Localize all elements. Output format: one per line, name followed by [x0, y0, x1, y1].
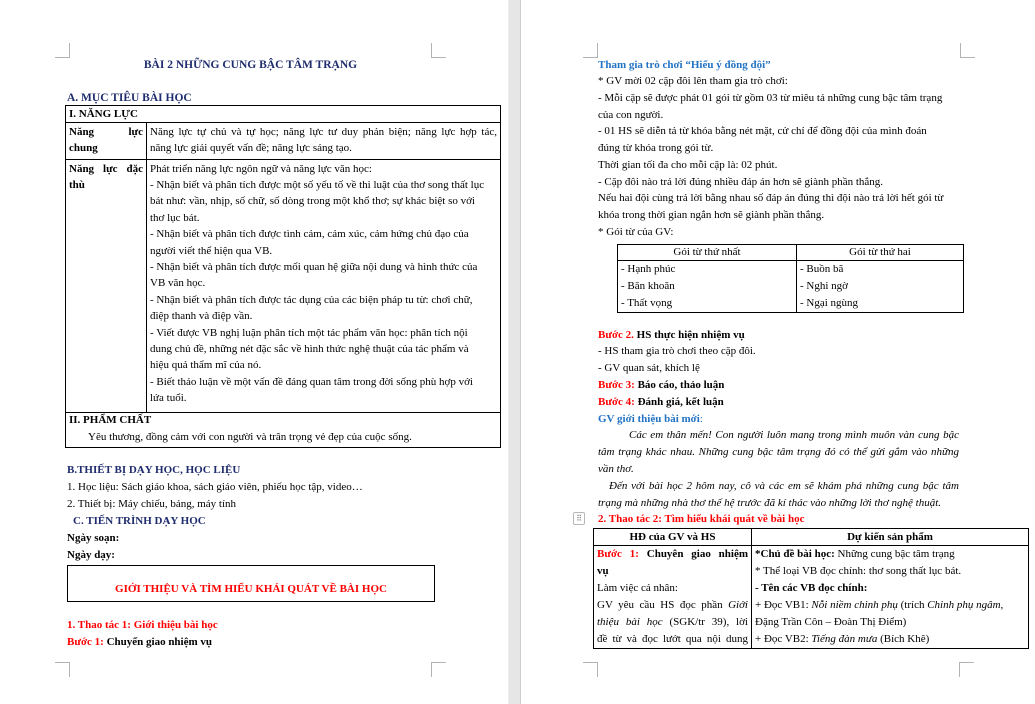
table-row: [594, 546, 1029, 649]
margin-corner-mark: [431, 662, 446, 677]
teach-date-label: Ngày dạy:: [67, 548, 115, 561]
margin-corner-mark: [959, 662, 974, 677]
steps-block: Bước 2. HS thực hiện nhiệm vụ - HS tham gia trò chơi theo cặp đôi. - GV quan sát, khích lệ Bước 3: Báo cáo, thảo luận Bước 4: Đánh giá, kết luận GV giới thiệu bài mới: Các em thân mến! Con người luôn mang trong mình muôn vàn cung bậc tâm trạng khác nhau. Những cung bậc tâm trạng đó có thể gửi gắm vào những vần thơ. Đến với bài học 2 hôm nay, cô và các em sẽ khám phá những cung bậc tâm trạng mà những nhà thơ thế hệ trước đã kí thác vào những lời thơ nghệ thuật. 2. Thao tác 2: Tìm hiểu khái quát về bài học: [598, 327, 959, 529]
table-row: [66, 160, 501, 413]
section-b-c: [67, 462, 437, 564]
intro-paragraph-2-line: trạng mà những nhà thơ thế hệ trước đã kí thác vào những lời thơ nghệ thuật.: [598, 496, 942, 509]
product-cell: *Chủ đề bài học: Những cung bậc tâm trạng * Thể loại VB đọc chính: thơ song thất lục bát. - Tên các VB đọc chính: + Đọc VB1: Nỗi niềm chinh phụ (trích Chinh phụ ngâm, Đặng Trần Côn – Đoàn Thị Điểm) + Đọc VB2: Tiếng đàn mưa (Bích Khê): [752, 546, 1029, 649]
step-label: Bước 1:: [67, 635, 104, 648]
column-header: Gói từ thứ nhất: [618, 245, 797, 261]
section-a-heading: A. MỤC TIÊU BÀI HỌC: [67, 91, 192, 104]
list-item: - Buồn bã: [800, 263, 844, 275]
general-competency-text: Năng lực tự chủ và tự học; năng lực tư duy phản biện; năng lực hợp tác, năng lực giải quyết vấn đề; năng lực sáng tạo.: [147, 123, 501, 160]
second-pack-cell: [797, 261, 964, 313]
table-header-row: [594, 529, 1029, 546]
list-item: - Thất vọng: [621, 297, 673, 309]
column-header: Dự kiến sản phẩm: [752, 529, 1029, 546]
task1-heading: 1. Thao tác 1: Giới thiệu bài học: [67, 618, 218, 631]
objectives-table: [65, 105, 501, 448]
margin-corner-mark: [431, 43, 446, 58]
specific-competency-text: Phát triển năng lực ngôn ngữ và năng lực văn học: - Nhận biết và phân tích được một số yếu tố về thi luật của thơ song thất lục bát như: vần, nhịp, số chữ, số dòng trong một khổ thơ; sự khác biệt so với thơ lục bát. - Nhận biết và phân tích được tình cảm, cảm xúc, cảm hứng chủ đạo của người viết thể hiện qua VB. - Nhận biết và phân tích được mối quan hệ giữa nội dung và hình thức của VB văn học. - Nhận biết và phân tích được tác dụng của các biện pháp tu từ: chơi chữ, điệp thanh và điệp vần. - Viết được VB nghị luận phân tích một tác phẩm văn học: phân tích nội dung chủ đề, những nét đặc sắc về hình thức nghệ thuật của tác phẩm và hiệu quả thẩm mĩ của nó. - Biết thảo luận về một vấn đề đáng quan tâm trong đời sống phù hợp với lứa tuổi.: [147, 160, 501, 413]
column-header: Gói từ thứ hai: [797, 245, 964, 261]
word-packs-table: [617, 244, 964, 313]
intro-banner-text: GIỚI THIỆU VÀ TÌM HIỂU KHÁI QUÁT VỀ BÀI HỌC: [115, 583, 387, 595]
task1-step1: [67, 634, 218, 651]
margin-corner-mark: [583, 662, 598, 677]
document-page-right[interactable]: [521, 0, 1035, 704]
table-row: [66, 106, 501, 123]
intro-paragraph-2-line: Đến với bài học 2 hôm nay, cô và các em sẽ khám phá những cung bậc tâm: [609, 479, 959, 492]
first-pack-cell: [618, 261, 797, 313]
list-item: - Nghi ngờ: [800, 280, 848, 292]
section-b-heading: B.THIẾT BỊ DẠY HỌC, HỌC LIỆU: [67, 463, 241, 476]
general-competency-label: Năng lực chung: [66, 123, 147, 160]
intro-banner-box: [67, 565, 435, 602]
margin-corner-mark: [960, 43, 975, 58]
equipment-item: 2. Thiết bị: Máy chiếu, bảng, máy tính: [67, 497, 237, 510]
quality-text: Yêu thương, đồng cảm với con người và trân trọng vẻ đẹp của cuộc sống.: [88, 431, 412, 443]
game-block: Tham gia trò chơi “Hiểu ý đồng đội” * GV mời 02 cặp đôi lên tham gia trò chơi: - Mỗi cặp sẽ được phát 01 gói từ gồm 03 từ miêu tả những cung bậc tâm trạng của con người. - 01 HS sẽ diễn tả từ khóa bằng nét mặt, cử chỉ để đồng đội của mình đoán đúng từ khóa trong gói từ. Thời gian tối đa cho mỗi cặp là: 02 phút. - Cặp đôi nào trả lời đúng nhiều đáp án hơn sẽ giành phần thắng. Nếu hai đội cùng trả lời bằng nhau số đáp án đúng thì đội nào trả lời hết gói từ khóa trong thời gian ngắn hơn sẽ giành phần thắng. * Gói từ của GV:: [598, 57, 959, 241]
activity-cell: Bước 1: Chuyên giao nhiệm vụ Làm việc cá nhân: GV yêu cầu HS đọc phần Giới thiệu bài học (SGK/tr 39), lời đề từ và đọc lướt qua nội dung: [594, 546, 752, 649]
step2-line: Bước 2. HS thực hiện nhiệm vụ: [598, 328, 745, 341]
game-heading: Tham gia trò chơi “Hiểu ý đồng đội”: [598, 58, 771, 71]
table-row: [66, 413, 501, 448]
page-gap: [508, 0, 521, 704]
margin-corner-mark: [583, 43, 598, 58]
competency-header: I. NĂNG LỰC: [66, 106, 501, 123]
intro-paragraph-1-line: tâm trạng khác nhau. Những cung bậc tâm trạng đó có thể gửi gắm vào những: [598, 446, 959, 459]
list-item: - Hạnh phúc: [621, 263, 676, 275]
list-item: - Ngại ngùng: [800, 297, 859, 309]
section-c-heading: C. TIẾN TRÌNH DẠY HỌC: [73, 514, 206, 527]
intro-heading: GV giới thiệu bài mới:: [598, 412, 703, 425]
step-text: Chuyển giao nhiệm vụ: [103, 635, 213, 648]
step4-line: Bước 4: Đánh giá, kết luận: [598, 395, 724, 408]
table-move-handle-icon[interactable]: ⠿: [573, 512, 585, 525]
table-row: [66, 123, 501, 160]
prep-date-label: Ngày soạn:: [67, 531, 120, 544]
materials-item: 1. Học liệu: Sách giáo khoa, sách giáo viên, phiếu học tập, video…: [67, 480, 363, 493]
intro-paragraph-1-line: Các em thân mến! Con người luôn mang trong mình muôn vàn cung bậc: [629, 429, 959, 442]
specific-competency-label: Năng lực đặc thù: [66, 160, 147, 413]
activity-table: [593, 528, 1029, 649]
margin-corner-mark: [55, 43, 70, 58]
table-row: [618, 261, 964, 313]
task2-heading: 2. Thao tác 2: Tìm hiểu khái quát về bài học: [598, 513, 805, 526]
task1-block: [67, 617, 218, 651]
quality-header: II. PHẨM CHẤT: [69, 414, 152, 426]
lesson-title: BÀI 2 NHỮNG CUNG BẬC TÂM TRẠNG: [143, 58, 358, 71]
document-page-left[interactable]: [0, 0, 508, 704]
intro-paragraph-1-line: vần thơ.: [598, 462, 634, 475]
margin-corner-mark: [55, 662, 70, 677]
table-header-row: [618, 245, 964, 261]
list-item: - Băn khoăn: [621, 280, 675, 292]
step3-line: Bước 3: Báo cáo, thảo luận: [598, 378, 725, 391]
quality-cell: [66, 413, 501, 448]
column-header: HĐ của GV và HS: [594, 529, 752, 546]
